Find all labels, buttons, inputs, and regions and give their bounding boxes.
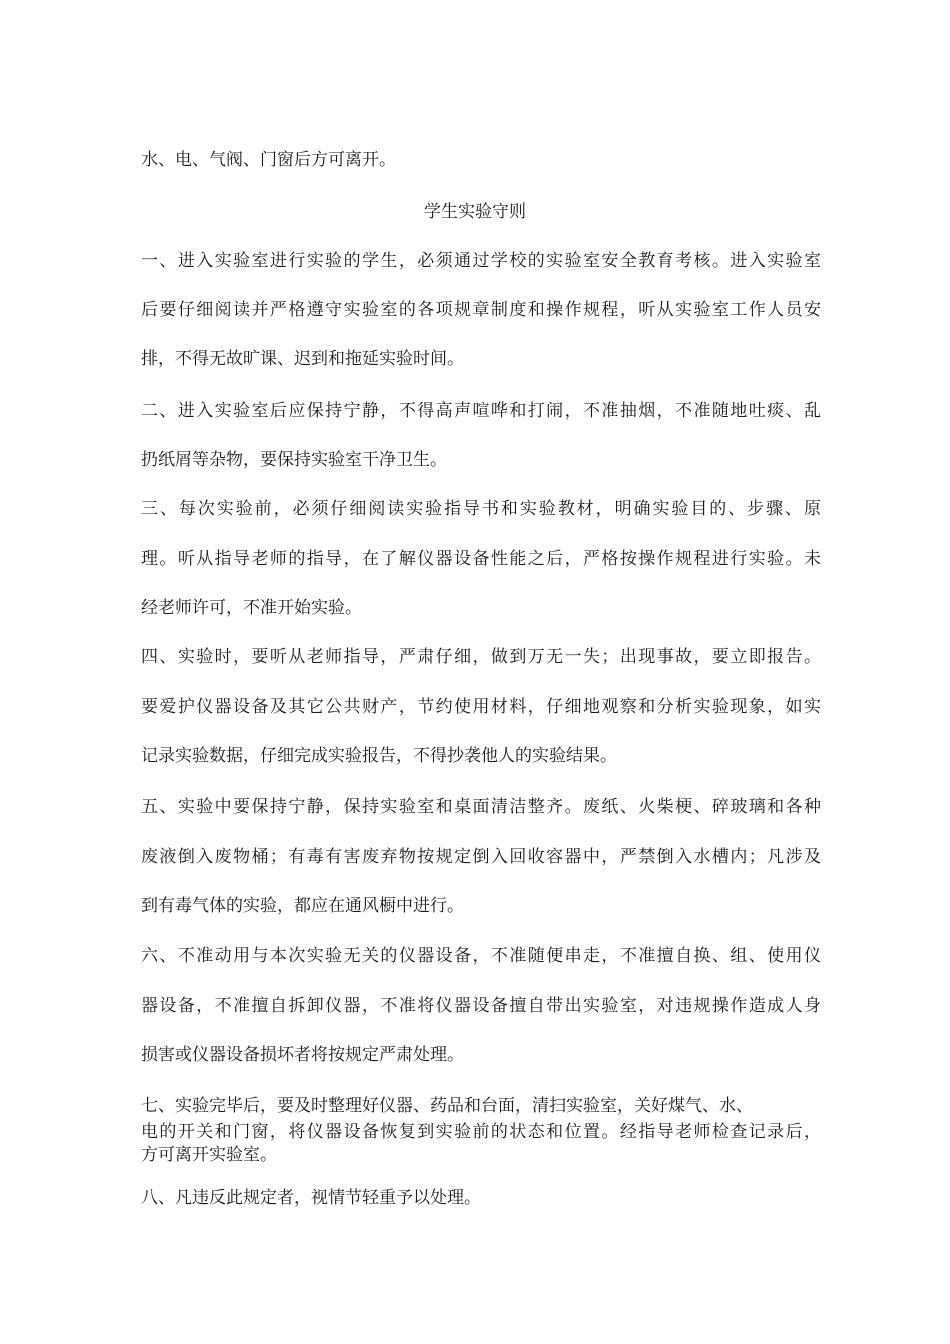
rule-7-line-2: 电的开关和门窗，将仪器设备恢复到实验前的状态和位置。经指导老师检查记录后， (141, 1122, 821, 1142)
rule-3-line-2: 理。听从指导老师的指导，在了解仪器设备性能之后，严格按操作规程进行实验。未 (141, 549, 821, 569)
rule-5-line-1: 五、实验中要保持宁静，保持实验室和桌面清洁整齐。废纸、火柴梗、碎玻璃和各种 (141, 797, 821, 817)
continuation-line: 水、电、气阀、门窗后方可离开。 (141, 150, 396, 170)
rule-7-line-1: 七、实验完毕后，要及时整理好仪器、药品和台面，清扫实验室，关好煤气、水、 (141, 1096, 753, 1116)
rule-6-line-1: 六、不准动用与本次实验无关的仪器设备，不准随便串走，不准擅自换、组、使用仪 (141, 946, 821, 966)
rule-1-line-1: 一、进入实验室进行实验的学生，必须通过学校的实验室安全教育考核。进入实验室 (141, 251, 821, 271)
rule-4-line-3: 记录实验数据，仔细完成实验报告，不得抄袭他人的实验结果。 (141, 746, 617, 766)
rule-4-line-1: 四、实验时，要听从老师指导，严肃仔细，做到万无一失；出现事故，要立即报告。 (141, 647, 821, 667)
rule-3-line-3: 经老师许可，不准开始实验。 (141, 598, 362, 618)
rule-1-line-3: 排，不得无故旷课、迟到和拖延实验时间。 (141, 349, 464, 369)
rule-2-line-1: 二、进入实验室后应保持宁静，不得高声喧哗和打闹，不准抽烟，不准随地吐痰、乱 (141, 401, 821, 421)
rule-1-line-2: 后要仔细阅读并严格遵守实验室的各项规章制度和操作规程，听从实验室工作人员安 (141, 300, 821, 320)
rule-5-line-3: 到有毒气体的实验，都应在通风橱中进行。 (141, 896, 464, 916)
rule-6-line-2: 器设备，不准擅自拆卸仪器，不准将仪器设备擅自带出实验室，对违规操作造成人身 (141, 996, 821, 1016)
rule-7-line-3: 方可离开实验室。 (141, 1145, 277, 1165)
rule-4-line-2: 要爱护仪器设备及其它公共财产，节约使用材料，仔细地观察和分析实验现象，如实 (141, 697, 821, 717)
page-title: 学生实验守则 (424, 202, 526, 222)
rule-6-line-3: 损害或仪器设备损坏者将按规定严肃处理。 (141, 1045, 464, 1065)
rule-8-line-1: 八、凡违反此规定者，视情节轻重予以处理。 (141, 1188, 481, 1208)
rule-5-line-2: 废液倒入废物桶；有毒有害废弃物按规定倒入回收容器中，严禁倒入水槽内；凡涉及 (141, 847, 821, 867)
rule-3-line-1: 三、每次实验前，必须仔细阅读实验指导书和实验教材，明确实验目的、步骤、原 (141, 499, 821, 519)
rule-2-line-2: 扔纸屑等杂物，要保持实验室干净卫生。 (141, 450, 447, 470)
